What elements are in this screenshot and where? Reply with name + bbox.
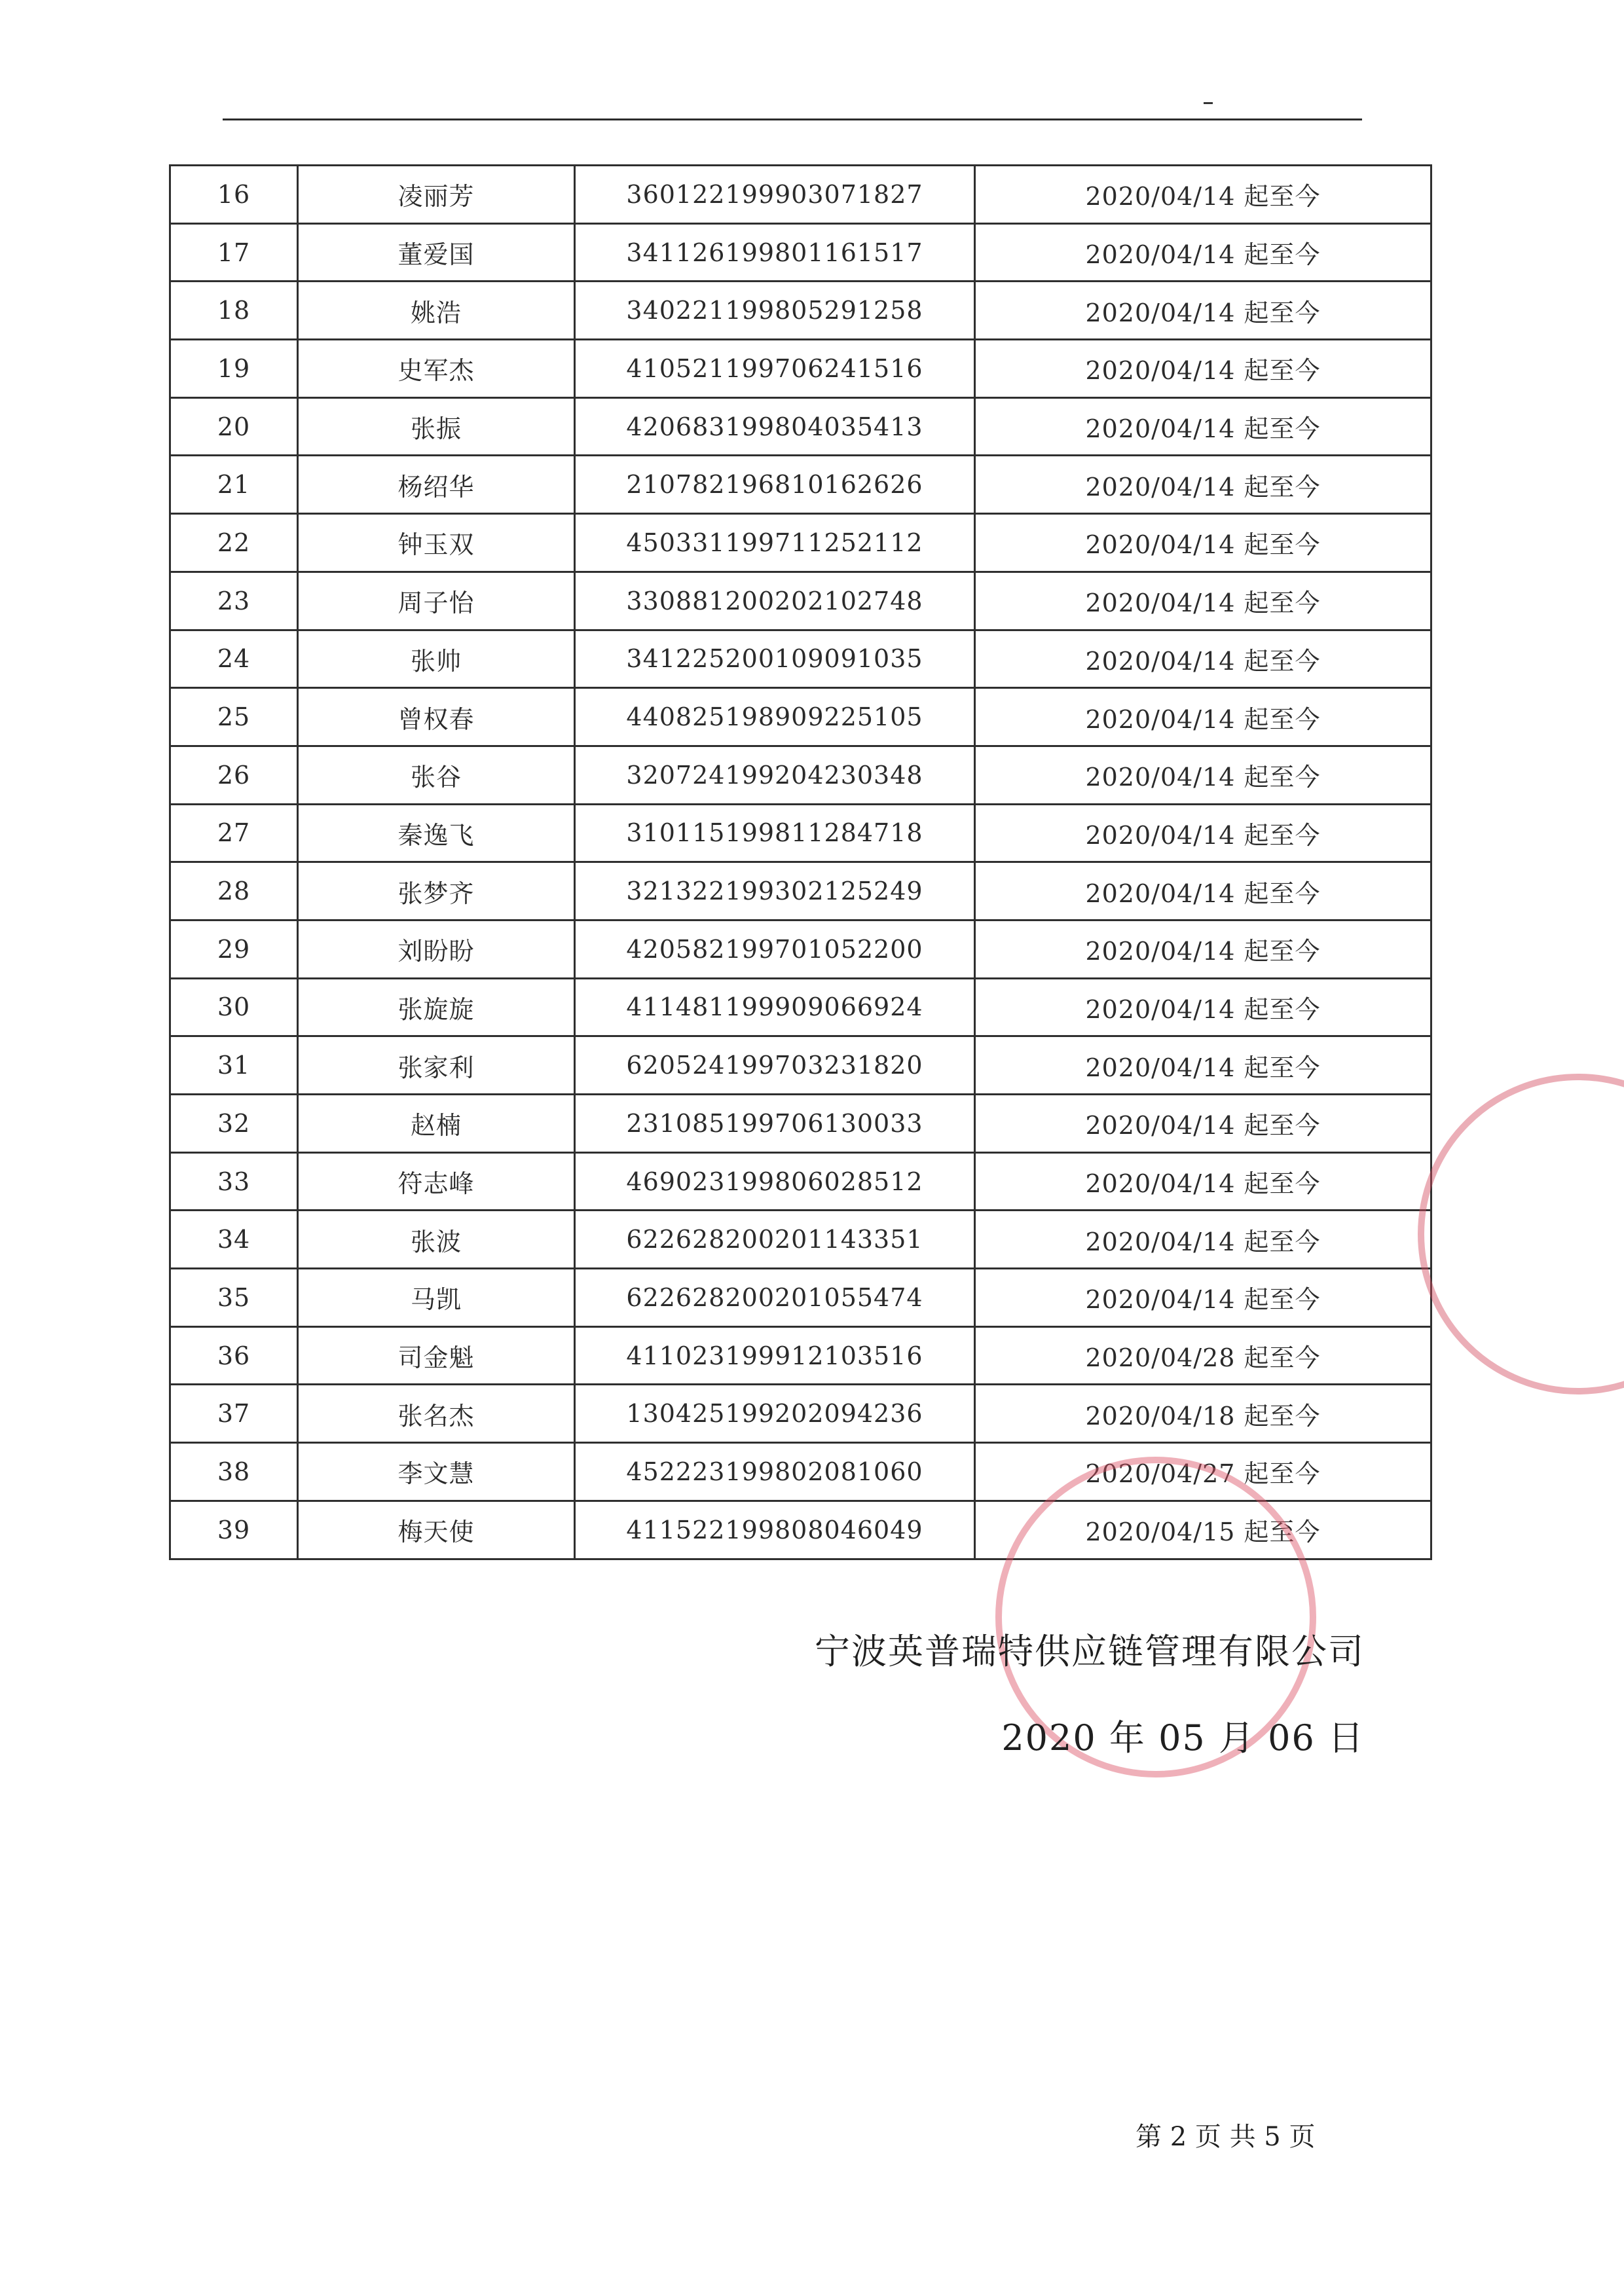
company-name: 宁波英普瑞特供应链管理有限公司	[815, 1631, 1365, 1672]
id-number: 622628200201055474	[575, 1269, 975, 1327]
employee-name: 凌丽芳	[298, 166, 575, 224]
id-number: 411481199909066924	[575, 978, 975, 1036]
employee-name: 姚浩	[298, 282, 575, 340]
employee-name: 董爱国	[298, 223, 575, 282]
table-row	[170, 514, 1431, 572]
employee-name: 张梦齐	[298, 862, 575, 920]
id-number: 231085199706130033	[575, 1095, 975, 1153]
row-number: 26	[170, 746, 298, 804]
employee-name: 张名杰	[298, 1385, 575, 1443]
employee-table-body	[170, 166, 1431, 1559]
row-number: 35	[170, 1269, 298, 1327]
id-number: 420582199701052200	[575, 920, 975, 978]
row-number: 25	[170, 688, 298, 746]
employee-name: 张帅	[298, 630, 575, 688]
employment-start-date: 2020/04/14 起至今	[975, 746, 1431, 804]
row-number: 31	[170, 1036, 298, 1095]
employee-name: 张家利	[298, 1036, 575, 1095]
row-number: 24	[170, 630, 298, 688]
table-row	[170, 1211, 1431, 1269]
row-number: 32	[170, 1095, 298, 1153]
id-number: 341126199801161517	[575, 223, 975, 282]
id-number: 622628200201143351	[575, 1211, 975, 1269]
row-number: 38	[170, 1443, 298, 1501]
employment-start-date: 2020/04/14 起至今	[975, 630, 1431, 688]
employee-name: 杨绍华	[298, 456, 575, 514]
employment-start-date: 2020/04/14 起至今	[975, 804, 1431, 862]
employee-name: 秦逸飞	[298, 804, 575, 862]
table-row	[170, 1326, 1431, 1385]
id-number: 341225200109091035	[575, 630, 975, 688]
seal-stamp-right	[1418, 1074, 1624, 1394]
table-row	[170, 920, 1431, 978]
employment-start-date: 2020/04/14 起至今	[975, 397, 1431, 456]
employment-start-date: 2020/04/18 起至今	[975, 1385, 1431, 1443]
id-number: 340221199805291258	[575, 282, 975, 340]
table-row	[170, 456, 1431, 514]
row-number: 20	[170, 397, 298, 456]
employment-start-date: 2020/04/14 起至今	[975, 166, 1431, 224]
table-row	[170, 223, 1431, 282]
table-row	[170, 340, 1431, 398]
id-number: 450331199711252112	[575, 514, 975, 572]
employment-start-date: 2020/04/14 起至今	[975, 920, 1431, 978]
table-row	[170, 282, 1431, 340]
employment-start-date: 2020/04/14 起至今	[975, 572, 1431, 630]
id-number: 452223199802081060	[575, 1443, 975, 1501]
row-number: 23	[170, 572, 298, 630]
table-row	[170, 1036, 1431, 1095]
id-number: 320724199204230348	[575, 746, 975, 804]
employment-start-date: 2020/04/14 起至今	[975, 1095, 1431, 1153]
page-number: 第 2 页 共 5 页	[1135, 2122, 1316, 2152]
row-number: 19	[170, 340, 298, 398]
employment-start-date: 2020/04/14 起至今	[975, 223, 1431, 282]
row-number: 29	[170, 920, 298, 978]
table-row	[170, 572, 1431, 630]
row-number: 28	[170, 862, 298, 920]
employment-start-date: 2020/04/14 起至今	[975, 1152, 1431, 1211]
row-number: 16	[170, 166, 298, 224]
employee-name: 司金魁	[298, 1326, 575, 1385]
employment-start-date: 2020/04/14 起至今	[975, 1211, 1431, 1269]
header-rule	[223, 118, 1362, 120]
employee-name: 张旋旋	[298, 978, 575, 1036]
employee-name: 史军杰	[298, 340, 575, 398]
employee-name: 梅天使	[298, 1501, 575, 1559]
employee-name: 赵楠	[298, 1095, 575, 1153]
employee-table	[169, 164, 1432, 1560]
id-number: 411023199912103516	[575, 1326, 975, 1385]
table-row	[170, 746, 1431, 804]
table-row	[170, 804, 1431, 862]
row-number: 22	[170, 514, 298, 572]
id-number: 469023199806028512	[575, 1152, 975, 1211]
table-row	[170, 1385, 1431, 1443]
employment-start-date: 2020/04/15 起至今	[975, 1501, 1431, 1559]
table-row	[170, 166, 1431, 224]
row-number: 36	[170, 1326, 298, 1385]
id-number: 360122199903071827	[575, 166, 975, 224]
id-number: 321322199302125249	[575, 862, 975, 920]
row-number: 21	[170, 456, 298, 514]
employment-start-date: 2020/04/28 起至今	[975, 1326, 1431, 1385]
employee-name: 李文慧	[298, 1443, 575, 1501]
employment-start-date: 2020/04/27 起至今	[975, 1443, 1431, 1501]
employee-name: 张波	[298, 1211, 575, 1269]
employee-name: 周子怡	[298, 572, 575, 630]
document-date: 2020 年 05 月 06 日	[1001, 1717, 1365, 1758]
row-number: 33	[170, 1152, 298, 1211]
row-number: 30	[170, 978, 298, 1036]
id-number: 440825198909225105	[575, 688, 975, 746]
table-row	[170, 397, 1431, 456]
employment-start-date: 2020/04/14 起至今	[975, 1036, 1431, 1095]
employment-start-date: 2020/04/14 起至今	[975, 978, 1431, 1036]
row-number: 39	[170, 1501, 298, 1559]
id-number: 310115199811284718	[575, 804, 975, 862]
table-row	[170, 1269, 1431, 1327]
employee-name: 马凯	[298, 1269, 575, 1327]
id-number: 411522199808046049	[575, 1501, 975, 1559]
employment-start-date: 2020/04/14 起至今	[975, 340, 1431, 398]
row-number: 18	[170, 282, 298, 340]
employee-name: 张振	[298, 397, 575, 456]
employee-name: 张谷	[298, 746, 575, 804]
table-row	[170, 688, 1431, 746]
table-row	[170, 630, 1431, 688]
employee-name: 符志峰	[298, 1152, 575, 1211]
row-number: 27	[170, 804, 298, 862]
id-number: 330881200202102748	[575, 572, 975, 630]
id-number: 210782196810162626	[575, 456, 975, 514]
employee-name: 刘盼盼	[298, 920, 575, 978]
employment-start-date: 2020/04/14 起至今	[975, 282, 1431, 340]
id-number: 620524199703231820	[575, 1036, 975, 1095]
employee-name: 钟玉双	[298, 514, 575, 572]
employment-start-date: 2020/04/14 起至今	[975, 1269, 1431, 1327]
row-number: 34	[170, 1211, 298, 1269]
employment-start-date: 2020/04/14 起至今	[975, 862, 1431, 920]
table-row	[170, 1095, 1431, 1153]
employment-start-date: 2020/04/14 起至今	[975, 688, 1431, 746]
header-mark	[1204, 102, 1213, 104]
employee-name: 曾权春	[298, 688, 575, 746]
table-row	[170, 978, 1431, 1036]
id-number: 420683199804035413	[575, 397, 975, 456]
id-number: 130425199202094236	[575, 1385, 975, 1443]
employment-start-date: 2020/04/14 起至今	[975, 514, 1431, 572]
id-number: 410521199706241516	[575, 340, 975, 398]
row-number: 17	[170, 223, 298, 282]
table-row	[170, 862, 1431, 920]
table-row	[170, 1152, 1431, 1211]
employment-start-date: 2020/04/14 起至今	[975, 456, 1431, 514]
row-number: 37	[170, 1385, 298, 1443]
